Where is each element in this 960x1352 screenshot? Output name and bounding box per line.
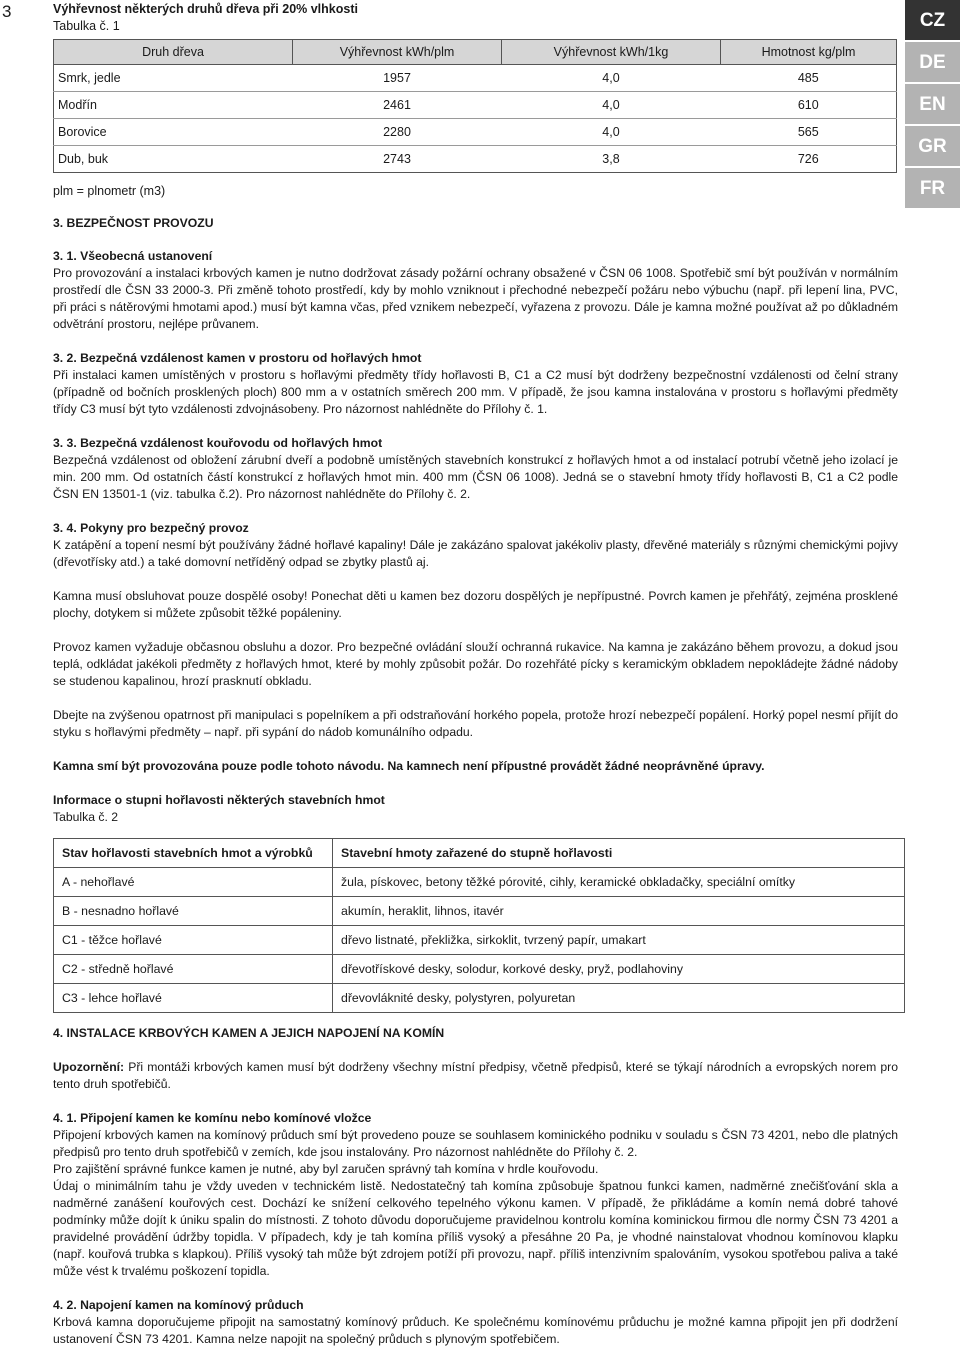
lang-tab-fr[interactable]: FR bbox=[905, 168, 960, 208]
lang-tab-en[interactable]: EN bbox=[905, 84, 960, 124]
s34-title: 3. 4. Pokyny pro bezpečný provoz bbox=[53, 521, 249, 535]
table-cell: 610 bbox=[721, 92, 897, 119]
s31-title: 3. 1. Všeobecná ustanovení bbox=[53, 249, 213, 263]
table-cell: 726 bbox=[721, 146, 897, 173]
s33-text: Bezpečná vzdálenost od obložení zárubní dveří a podobně umístěných stavebních konstrukcí z hořlavých hmot a od instalací potrubí včetně jeho izolací je min. 200 mm. Od ostatních částí konstrukcí z hořlavých hmot min. 400 mm (ČSN 06 1008). Jedná se o stavební hmoty třídy hořlavosti B, C1 a C2 podle ČSN EN 13501-1 (viz. tabulka č.2). Pro názornost nahlédněte do Přílohy č. 2. bbox=[53, 453, 898, 501]
s42-text: Krbová kamna doporučujeme připojit na samostatný komínový průduch. Ke společnému komínovému průduchu je možné kamna připojit jen při dodržení ustanovení ČSN 73 4201. Kamna nelze napojit na společný průduch s plynovým spotřebičem. bbox=[53, 1315, 898, 1346]
table-cell: žula, pískovec, betony těžké pórovité, cihly, keramické obkladačky, speciální omítky bbox=[333, 868, 905, 897]
s41-title: 4. 1. Připojení kamen ke komínu nebo komínové vložce bbox=[53, 1111, 372, 1125]
wood-heat-table bbox=[53, 39, 897, 173]
s34-p3: Provoz kamen vyžaduje občasnou obsluhu a dozor. Pro bezpečné ovládání slouží ochranná rukavice. Na kamna je zakázáno během provozu, a dokud jsou teplá, odkládat jakékoli předměty z hořlavých hmot, které by mohly způsobit požár. Do rozehřáté pícky s keramickým obkladem nepokládejte žádné nádoby se studenou kapalinou, hrozí prasknutí obkladu. bbox=[53, 640, 898, 688]
s34-p2: Kamna musí obsluhovat pouze dospělé osoby! Ponechat děti u kamen bez dozoru dospělých je nepřípustné. Povrch kamen je přehřátý, zejména prosklené plochy, dotykem si můžete způsobit těžké popáleniny. bbox=[53, 589, 898, 620]
warning-label: Upozornění: bbox=[53, 1060, 125, 1074]
table1-caption: Tabulka č. 1 bbox=[53, 19, 120, 33]
table-header-row bbox=[54, 839, 905, 868]
table-row bbox=[54, 119, 897, 146]
table-cell: dřevovláknité desky, polystyren, polyuretan bbox=[333, 984, 905, 1013]
table-cell: A - nehořlavé bbox=[54, 868, 333, 897]
s34-p5: Kamna smí být provozována pouze podle tohoto návodu. Na kamnech není přípustné provádět žádné neoprávněné úpravy. bbox=[53, 759, 765, 773]
table-row bbox=[54, 926, 905, 955]
table-header-row bbox=[54, 40, 897, 65]
table-row bbox=[54, 955, 905, 984]
column-header: Výhřevnost kWh/plm bbox=[293, 40, 502, 65]
table-cell: 4,0 bbox=[502, 92, 721, 119]
s32-text: Při instalaci kamen umístěných v prostoru s hořlavými předměty třídy hořlavosti B, C1 a C2 musí být dodrženy bezpečnostní vzdálenosti od čelní strany (případně od bočních prosklených ploch) 800 mm a v ostatních směrech 200 mm. V případě, že jsou kamna instalována v prostoru s hořlavými předměty třídy C3 musí být tyto vzdálenosti zdvojnásobeny. Pro názornost nahlédněte do Přílohy č. 1. bbox=[53, 368, 898, 416]
column-header: Výhřevnost kWh/1kg bbox=[502, 40, 721, 65]
table-cell: 3,8 bbox=[502, 146, 721, 173]
table-cell: Modřín bbox=[54, 92, 293, 119]
table-cell: C2 - středně hořlavé bbox=[54, 955, 333, 984]
table-row bbox=[54, 92, 897, 119]
lang-tab-cz[interactable]: CZ bbox=[905, 0, 960, 40]
lang-tab-gr[interactable]: GR bbox=[905, 126, 960, 166]
table-cell: 565 bbox=[721, 119, 897, 146]
table-cell: 2743 bbox=[293, 146, 502, 173]
table-row bbox=[54, 897, 905, 926]
s34-p4: Dbejte na zvýšenou opatrnost při manipulaci s popelníkem a při odstraňování horkého popela, protože hrozí nebezpečí popálení. Horký popel nesmí přijít do styku s hořlavými předměty – např. při sypání do nádob komunálního odpadu. bbox=[53, 708, 898, 739]
language-tabs bbox=[905, 0, 960, 210]
column-header: Hmotnost kg/plm bbox=[721, 40, 897, 65]
s41-l1: Připojení krbových kamen na komínový průduch smí být provedeno pouze se souhlasem kominického podniku v souladu s ČSN 73 4201, nebo dle platných předpisů pro tento druh spotřebičů v zemích, kde jsou instalovány. Pro názornost nahlédněte do Přílohy č. 2. bbox=[53, 1128, 898, 1159]
s31-text: Pro provozování a instalaci krbových kamen je nutno dodržovat zásady požární ochrany obsažené v ČSN 06 1008. Spotřebič smí být používán v normálním prostředí dle ČSN 33 2000-3. Při změně tohoto prostředí, kdy by mohlo vzniknout i přechodné nebezpečí požáru nebo výbuchu (např. při lepení lina, PVC, při práci s nátěrovými hmotami apod.) musí být kamna včas, před vznikem nebezpečí, vyřazena z provozu. Dále je kamna možné používat až po důkladném odvětrání prostoru, nejlépe průvanem. bbox=[53, 266, 898, 331]
warning-paragraph bbox=[53, 1059, 898, 1093]
document-body bbox=[53, 0, 898, 1348]
section3-title: 3. BEZPEČNOST PROVOZU bbox=[53, 216, 214, 230]
info-title: Informace o stupni hořlavosti některých stavebních hmot bbox=[53, 793, 385, 807]
s34-p1: K zatápění a topení nesmí být používány žádné hořlavé kapaliny! Dále je zakázáno spalovat jakékoliv plasty, dřevěné materiály s různými chemickými pojivy (dřevotřísky atd.) a také domovní netříděný odpad se zbytky plastů aj. bbox=[53, 538, 898, 569]
table-row bbox=[54, 146, 897, 173]
table-cell: 485 bbox=[721, 65, 897, 92]
section4-title: 4. INSTALACE KRBOVÝCH KAMEN A JEJICH NAPOJENÍ NA KOMÍN bbox=[53, 1026, 445, 1040]
page-number: 3 bbox=[2, 2, 12, 21]
table-cell: 2461 bbox=[293, 92, 502, 119]
table-cell: B - nesnadno hořlavé bbox=[54, 897, 333, 926]
table-cell: akumín, heraklit, lihnos, itavér bbox=[333, 897, 905, 926]
column-header: Druh dřeva bbox=[54, 40, 293, 65]
s33-title: 3. 3. Bezpečná vzdálenost kouřovodu od hořlavých hmot bbox=[53, 436, 383, 450]
table-cell: dřevo listnaté, překližka, sirkoklit, tvrzený papír, umakart bbox=[333, 926, 905, 955]
table-cell: 4,0 bbox=[502, 119, 721, 146]
table-cell: C1 - těžce hořlavé bbox=[54, 926, 333, 955]
table-cell: dřevotřískové desky, solodur, korkové desky, pryž, podlahoviny bbox=[333, 955, 905, 984]
table-cell: 1957 bbox=[293, 65, 502, 92]
table-cell: 4,0 bbox=[502, 65, 721, 92]
table-row bbox=[54, 868, 905, 897]
table-cell: C3 - lehce hořlavé bbox=[54, 984, 333, 1013]
table-row bbox=[54, 984, 905, 1013]
table2-caption: Tabulka č. 2 bbox=[53, 810, 119, 824]
column-header: Stavební hmoty zařazené do stupně hořlavosti bbox=[333, 839, 905, 868]
table-row bbox=[54, 65, 897, 92]
lang-tab-de[interactable]: DE bbox=[905, 42, 960, 82]
flammability-table bbox=[53, 838, 905, 1013]
warning-text: Při montáži krbových kamen musí být dodrženy všechny místní předpisy, včetně předpisů, které se týkají národních a evropských norem pro tento druh spotřebičů. bbox=[53, 1060, 898, 1091]
s32-title: 3. 2. Bezpečná vzdálenost kamen v prostoru od hořlavých hmot bbox=[53, 351, 422, 365]
s41-l2: Pro zajištění správné funkce kamen je nutné, aby byl zaručen správný tah komína v hrdle kouřovodu. bbox=[53, 1162, 599, 1176]
table1-heading: Výhřevnost některých druhů dřeva při 20% vlhkosti bbox=[53, 2, 358, 16]
table-cell: Dub, buk bbox=[54, 146, 293, 173]
table-cell: 2280 bbox=[293, 119, 502, 146]
s42-title: 4. 2. Napojení kamen na komínový průduch bbox=[53, 1298, 304, 1312]
table-cell: Borovice bbox=[54, 119, 293, 146]
column-header: Stav hořlavosti stavebních hmot a výrobků bbox=[54, 839, 333, 868]
table1-note: plm = plnometr (m3) bbox=[53, 184, 166, 198]
s41-l3: Údaj o minimálním tahu je vždy uveden v technickém listě. Nedostatečný tah komína způsobuje špatnou funkci kamen, nadměrné znečišťování skla a nadměrné zanášení kouřových cest. Dochází ke snížení celkového tepelného výkonu kamen. V případě, že přikládáme a komín nemá dobré tahové podmínky může dojít k úniku spalin do místnosti. Z tohoto důvodu doporučujeme pravidelnou kontrolu komína kominickou firmou dle normy ČSN 73 4201 a pravidelné provádění údržby topidla. V případech, kdy je tah komína příliš vysoký a přesáhne 20 Pa, je vhodné nainstalovat vhodnou komínovou klapku (např. kouřová trubka s klapkou). Příliš vysoký tah může být zdrojem potíží při provozu, např. příliš intenzivním spalováním, vysokou spotřebou paliva a také může vést k trvalému poškození topidla. bbox=[53, 1179, 898, 1278]
table-cell: Smrk, jedle bbox=[54, 65, 293, 92]
